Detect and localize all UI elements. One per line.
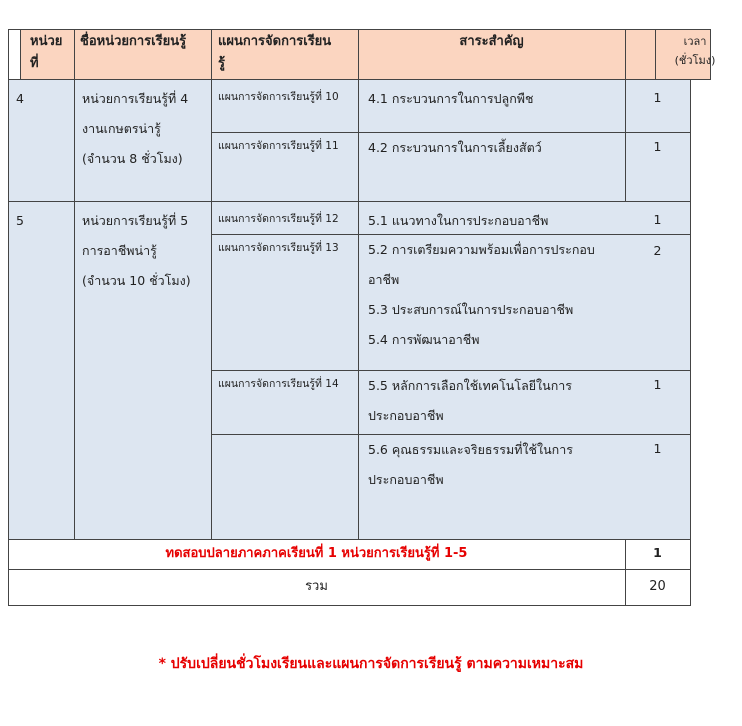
exam-row-hours: 1 [653, 545, 662, 560]
hours-5-6: 1 [653, 441, 662, 456]
header-left-edge [8, 29, 20, 80]
content-4-1: 4.1 กระบวนการในการปลูกพืช [368, 91, 534, 106]
header-divider [625, 29, 626, 80]
header-divider [655, 29, 656, 80]
hours-plan-13: 2 [653, 243, 662, 258]
table-bottom-border [8, 605, 691, 606]
unit-5-no: 5 [16, 213, 24, 228]
content-5-2-to-5-4: 5.2 การเตรียมความพร้อมเพื่อการประกอบ อาชีพ 5.3 ประสบการณ์ในการประกอบอาชีพ 5.4 การพัฒนาอาชีพ [368, 242, 595, 347]
unit-5-name: หน่วยการเรียนรู้ที่ 5 การอาชีพน่ารู้ (จำนวน 10 ชั่วโมง) [82, 213, 191, 288]
content-5-5: 5.5 หลักการเลือกใช้เทคโนโลยีในการ ประกอบอาชีพ [368, 378, 572, 423]
hours-plan-14: 1 [653, 377, 662, 392]
content-5-6: 5.6 คุณธรรมและจริยธรรมที่ใช้ในการ ประกอบอาชีพ [368, 442, 573, 487]
plan-12: แผนการจัดการเรียนรู้ที่ 12 [218, 213, 339, 225]
plan-13: แผนการจัดการเรียนรู้ที่ 13 [218, 242, 339, 254]
total-row-label: รวม [305, 579, 328, 594]
hours-plan-12: 1 [653, 212, 662, 227]
content-4-2: 4.2 กระบวนการในการเลี้ยงสัตว์ [368, 140, 542, 155]
header-divider [211, 29, 212, 80]
hours-plan-10: 1 [653, 90, 662, 105]
header-divider [74, 29, 75, 80]
table-left-border [8, 202, 9, 539]
plan-10: แผนการจัดการเรียนรู้ที่ 10 [218, 91, 339, 103]
plan-14: แผนการจัดการเรียนรู้ที่ 14 [218, 378, 339, 390]
unit-4-no: 4 [16, 91, 24, 106]
col-divider [74, 202, 75, 539]
header-content: สาระสำคัญ [459, 34, 524, 49]
header-plan: แผนการจัดการเรียนรู้ [218, 34, 332, 71]
plan-11: แผนการจัดการเรียนรู้ที่ 11 [218, 140, 339, 152]
content-5-1: 5.1 แนวทางในการประกอบอาชีพ [368, 213, 549, 228]
header-unit-no: หน่วยที่ [30, 34, 63, 71]
table-right-border [690, 80, 691, 605]
header-unit-name: ชื่อหน่วยการเรียนรู้ [80, 34, 187, 49]
exam-row-label: ทดสอบปลายภาคภาคเรียนที่ 1 หน่วยการเรียนรู้ที่ 1-5 [165, 546, 468, 561]
footnote: * ปรับเปลี่ยนชั่วโมงเรียนและแผนการจัดการเรียนรู้ ตามความเหมาะสม [158, 656, 584, 672]
unit-4-name: หน่วยการเรียนรู้ที่ 4 งานเกษตรน่ารู้ (จำนวน 8 ชั่วโมง) [82, 91, 189, 166]
hours-plan-11: 1 [653, 139, 662, 154]
total-row-hours: 20 [649, 579, 666, 594]
header-time: เวลา (ชั่วโมง) [674, 35, 716, 67]
